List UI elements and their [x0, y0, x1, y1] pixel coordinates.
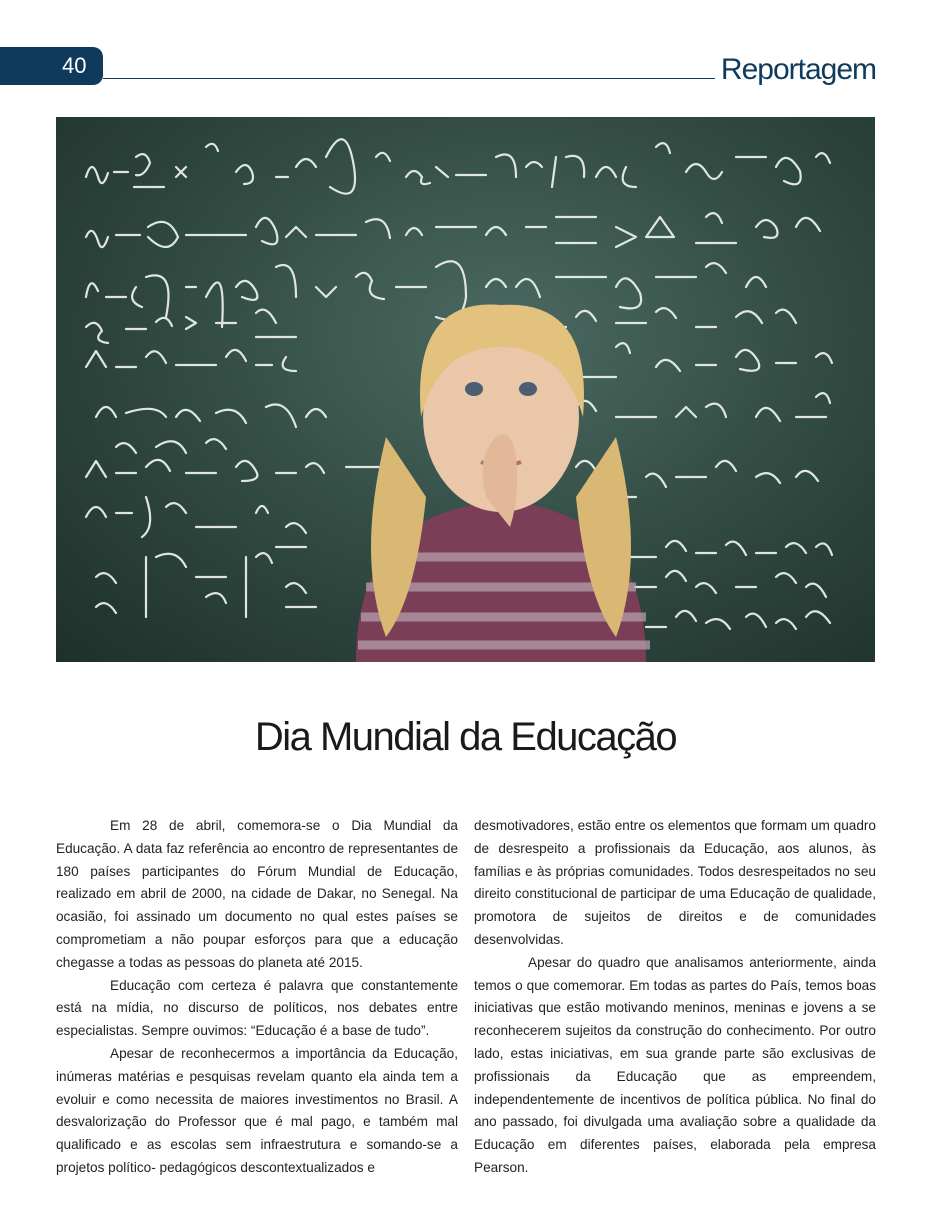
article-title: Dia Mundial da Educação — [254, 715, 677, 759]
girl-figure — [356, 305, 650, 663]
paragraph-1: Em 28 de abril, comemora-se o Dia Mundial da Educação. A data faz referência ao encontro de representantes de 180 países participantes do Fórum Mundial de Educação, realizado em abril de 2000, na cidade de Dakar, no Senegal. Na ocasião, foi assinado um documento no qual estes países se comprometiam a não poupar esforços para que a educação chegasse a todas as pessoas do planeta até 2015. — [56, 818, 458, 970]
article-body — [56, 815, 876, 1180]
chalkboard-illustration — [56, 117, 875, 662]
article-column-left — [56, 815, 458, 1180]
paragraph-2: Educação com certeza é palavra que constantemente está na mídia, no discurso de políticos, nos debates entre especialistas. Sempre ouvimos: “Educação é a base de tudo”. — [56, 977, 458, 1039]
article-column-right — [474, 815, 876, 1180]
paragraph-3: Apesar de reconhecermos a importância da Educação, inúmeras matérias e pesquisas revelam quanto ela ainda tem a evoluir e como necessita de maiores investimentos no Brasil. A desvalorização do Professor que é mal pago, e também mal qualificado e as escolas sem infraestrutura e somando-se a projetos político- pedagógicos descontextualizados e — [56, 1045, 458, 1175]
hero-photo-chalkboard — [56, 117, 875, 662]
page-number: 40 — [62, 53, 87, 78]
paragraph-3-continued: desmotivadores, estão entre os elementos que formam um quadro de desrespeito a profissionais da Educação, aos alunos, às famílias e às próprias comunidades. Todos desrespeitados no seu direito constitucional de participar de uma Educação de qualidade, promotora de sujeitos de direitos e de comunidades desenvolvidas. — [474, 818, 876, 947]
section-label: Reportagem — [720, 53, 876, 86]
page-number-tab — [0, 47, 103, 85]
header-rule — [103, 78, 715, 79]
paragraph-4: Apesar do quadro que analisamos anteriormente, ainda temos o que comemorar. Em todas as partes do País, temos boas iniciativas que estão motivando meninos, meninas e jovens a se reconhecerem sujeitos da construção do conhecimento. Por outro lado, estas iniciativas, em sua grande parte são exclusivas de profissionais da Educação que as empreendem, independentemente de incentivos de política pública. No final do ano passado, foi divulgada uma avaliação sobre a qualidade da Educação em diferentes países, elaborada pela empresa Pearson. — [474, 954, 876, 1175]
